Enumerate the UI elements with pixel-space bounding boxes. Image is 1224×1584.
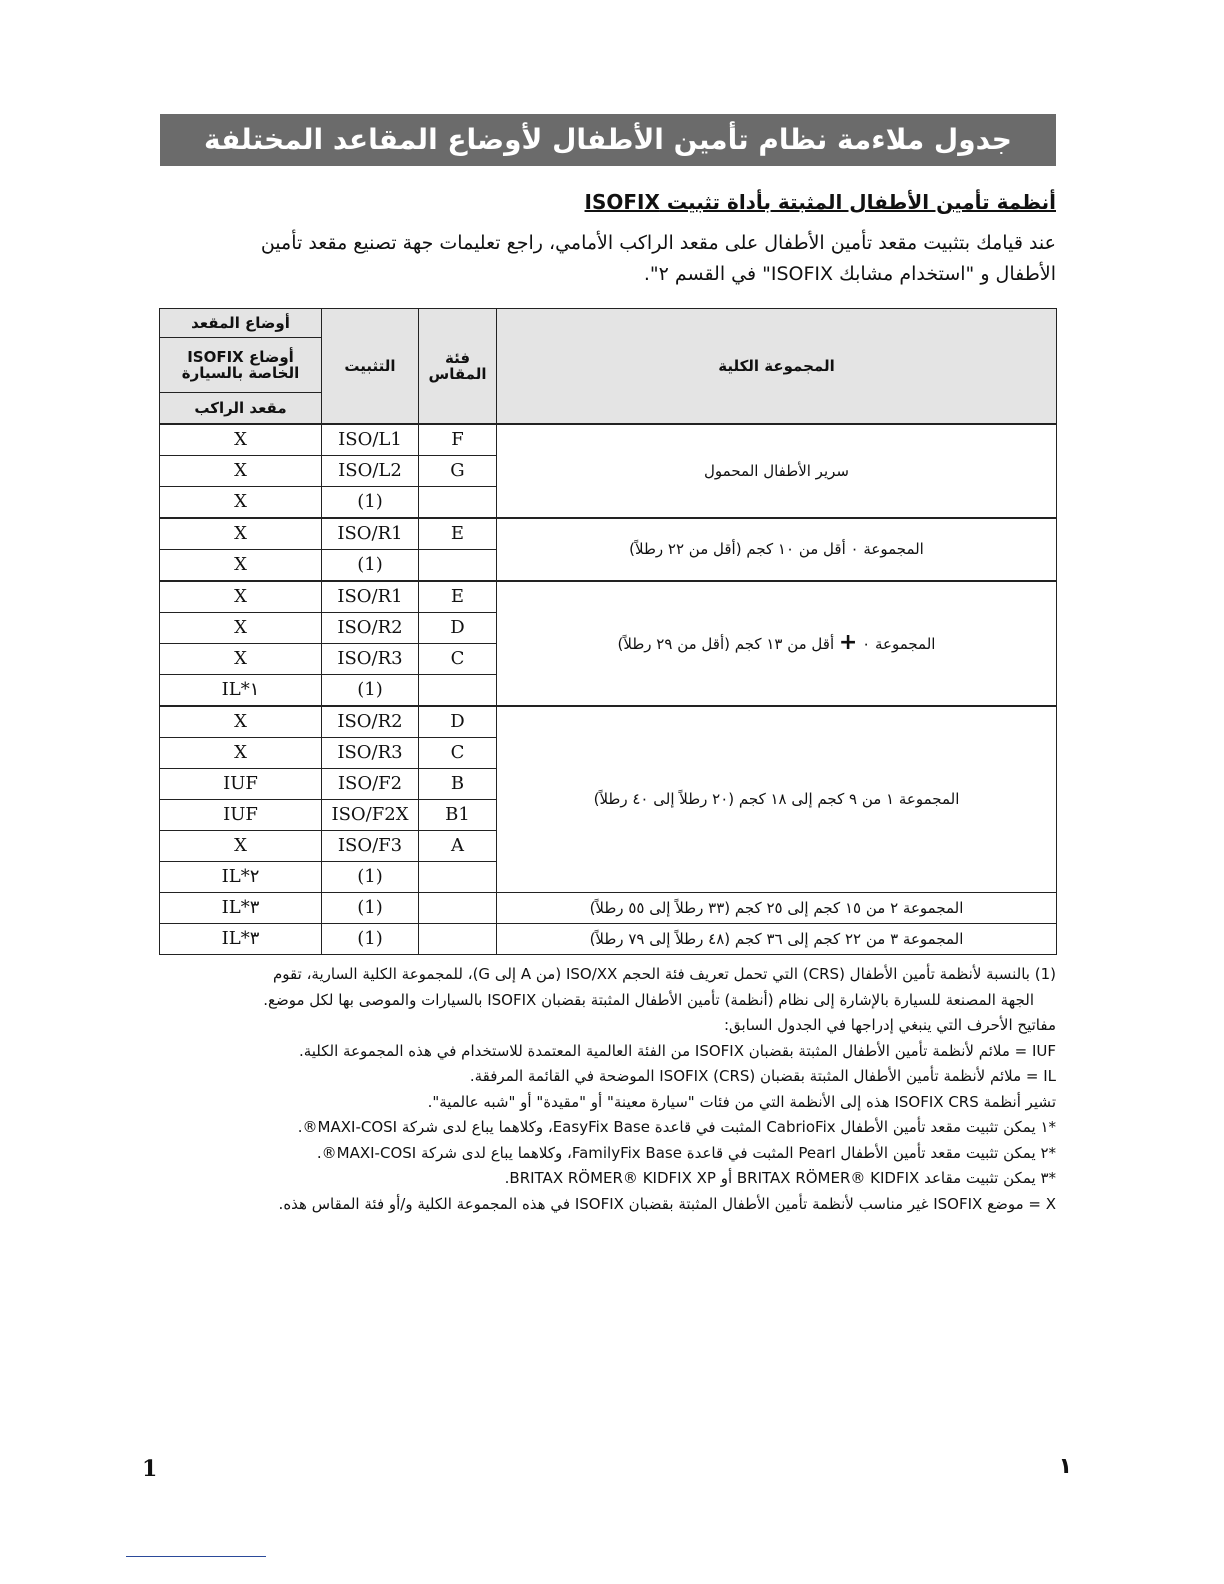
seat-cell: X (160, 518, 322, 550)
size-cell (419, 924, 497, 955)
table-row (160, 893, 1057, 924)
fixture-cell: ISO/R1 (322, 518, 419, 550)
mass-group-cell: المجموعة ١ من ٩ كجم إلى ١٨ كجم (٢٠ رطلاً إلى ٤٠ رطلاً) (497, 706, 1057, 893)
fixture-cell: (1) (322, 862, 419, 893)
mass-group-cell: المجموعة ٢ من ١٥ كجم إلى ٢٥ كجم (٣٣ رطلاً إلى ٥٥ رطلاً) (497, 893, 1057, 924)
fixture-cell: ISO/R3 (322, 644, 419, 675)
mass-group-cell: سرير الأطفال المحمول (497, 424, 1057, 518)
compatibility-table (159, 308, 1057, 955)
fixture-cell: ISO/R2 (322, 706, 419, 738)
page-number-left: 1 (142, 1456, 158, 1482)
table-row (160, 924, 1057, 955)
size-cell: G (419, 456, 497, 487)
fixture-cell: (1) (322, 675, 419, 707)
size-cell (419, 487, 497, 519)
header-passenger-seat: مقعد الراكب (160, 393, 322, 425)
fixture-cell: (1) (322, 924, 419, 955)
seat-cell: X (160, 613, 322, 644)
seat-cell: IL*١ (160, 675, 322, 707)
fixture-cell: ISO/R2 (322, 613, 419, 644)
seat-cell: X (160, 644, 322, 675)
seat-cell: X (160, 831, 322, 862)
fixture-cell: (1) (322, 893, 419, 924)
footnotes (176, 962, 1056, 1217)
size-cell: D (419, 613, 497, 644)
size-cell: E (419, 518, 497, 550)
mass-group-cell: المجموعة ٠ أقل من ١٠ كجم (أقل من ٢٢ رطلاً) (497, 518, 1057, 581)
intro-line: عند قيامك بتثبيت مقعد تأمين الأطفال على مقعد الراكب الأمامي، راجع تعليمات جهة تصنيع مقعد تأمين (260, 232, 1056, 254)
seat-cell: IUF (160, 769, 322, 800)
fixture-cell: ISO/F2 (322, 769, 419, 800)
seat-cell: X (160, 706, 322, 738)
header-mass-group: المجموعة الكلية (497, 309, 1057, 425)
fixture-cell: (1) (322, 550, 419, 582)
fixture-cell: ISO/R1 (322, 581, 419, 613)
mass-group-cell: المجموعة ٣ من ٢٢ كجم إلى ٣٦ كجم (٤٨ رطلاً إلى ٧٩ رطلاً) (497, 924, 1057, 955)
section-heading: أنظمة تأمين الأطفال المثبتة بأداة تثبيت ISOFIX (584, 190, 1056, 214)
size-cell: F (419, 424, 497, 456)
table-row (160, 518, 1057, 550)
seat-cell: X (160, 424, 322, 456)
footnote-line: X = موضع ISOFIX غير مناسب لأنظمة تأمين الأطفال المثبتة بقضبان ISOFIX في هذه المجموعة الكلية و/أو فئة المقاس هذه. (278, 1194, 1056, 1213)
page-number-right: ١ (1058, 1454, 1072, 1479)
footer-rule (126, 1556, 266, 1557)
seat-cell: X (160, 550, 322, 582)
seat-cell: IL*٣ (160, 893, 322, 924)
fixture-cell: ISO/L1 (322, 424, 419, 456)
size-cell: B1 (419, 800, 497, 831)
header-size-class: فئة المقاس (419, 309, 497, 425)
header-seat-positions: أوضاع المقعد (160, 309, 322, 338)
seat-cell: IL*٢ (160, 862, 322, 893)
table-header-row (160, 309, 1057, 338)
footnote-line: تشير أنظمة ISOFIX CRS هذه إلى الأنظمة التي من فئات "سيارة معينة" أو "مقيدة" أو "شبه عالمية". (427, 1092, 1056, 1111)
size-cell (419, 675, 497, 707)
intro-line: الأطفال و "استخدام مشابك ISOFIX" في القسم ٢". (643, 263, 1056, 285)
footnote-line: IL = ملائم لأنظمة تأمين الأطفال المثبتة بقضبان ISOFIX (CRS) الموضحة في القائمة المرفقة. (469, 1067, 1056, 1085)
size-cell (419, 550, 497, 582)
group-label: المجموعة ٠ (862, 635, 936, 654)
mass-group-cell (497, 581, 1057, 706)
seat-cell: IL*٣ (160, 924, 322, 955)
intro-paragraph (196, 228, 1056, 290)
page-title-banner (160, 114, 1056, 166)
seat-cell: X (160, 487, 322, 519)
footnote-line: IUF = ملائم لأنظمة تأمين الأطفال المثبتة بقضبان ISOFIX من الفئة العالمية المعتمدة للاستخدام في هذه المجموعة الكلية. (298, 1041, 1056, 1060)
fixture-cell: (1) (322, 487, 419, 519)
page-title: جدول ملاءمة نظام تأمين الأطفال لأوضاع المقاعد المختلفة (204, 123, 1012, 156)
size-cell (419, 893, 497, 924)
size-cell: C (419, 644, 497, 675)
table-row (160, 706, 1057, 738)
size-cell: E (419, 581, 497, 613)
footnote-line: *٢ يمكن تثبيت مقعد تأمين الأطفال Pearl المثبت في قاعدة FamilyFix Base، وكلاهما يباع لدى شركة MAXI-COSI®. (316, 1143, 1056, 1162)
footnote-line: *٣ يمكن تثبيت مقاعد BRITAX RÖMER® KIDFIX أو BRITAX RÖMER® KIDFIX XP. (504, 1169, 1056, 1187)
size-cell (419, 862, 497, 893)
size-cell: D (419, 706, 497, 738)
size-cell: C (419, 738, 497, 769)
seat-cell: X (160, 581, 322, 613)
fixture-cell: ISO/F2X (322, 800, 419, 831)
fixture-cell: ISO/R3 (322, 738, 419, 769)
header-isofix-positions: أوضاع ISOFIX الخاصة بالسيارة (160, 338, 322, 393)
size-cell: A (419, 831, 497, 862)
fixture-cell: ISO/L2 (322, 456, 419, 487)
table-row (160, 581, 1057, 613)
footnote-line: *١ يمكن تثبيت مقعد تأمين الأطفال CabrioFix المثبت في قاعدة EasyFix Base، وكلاهما يباع لدى شركة MAXI-COSI®. (297, 1118, 1056, 1136)
group-range: أقل من ١٣ كجم (أقل من ٢٩ رطلاً) (617, 635, 835, 654)
seat-cell: X (160, 738, 322, 769)
footnote-line: الجهة المصنعة للسيارة بالإشارة إلى نظام (أنظمة) تأمين الأطفال المثبتة بقضبان ISOFIX بالسيارات والموصى بها لكل موضع. (263, 990, 1034, 1009)
seat-cell: IUF (160, 800, 322, 831)
footnote-line: (1) بالنسبة لأنظمة تأمين الأطفال (CRS) التي تحمل تعريف فئة الحجم ISO/XX (من A إلى G)، للمجموعة الكلية السارية، تقوم (273, 965, 1056, 983)
plus-sign: + (838, 630, 858, 656)
header-fixture: التثبيت (322, 309, 419, 425)
footnote-line: مفاتيح الأحرف التي ينبغي إدراجها في الجدول السابق: (723, 1016, 1056, 1034)
fixture-cell: ISO/F3 (322, 831, 419, 862)
size-cell: B (419, 769, 497, 800)
seat-cell: X (160, 456, 322, 487)
table-row (160, 424, 1057, 456)
